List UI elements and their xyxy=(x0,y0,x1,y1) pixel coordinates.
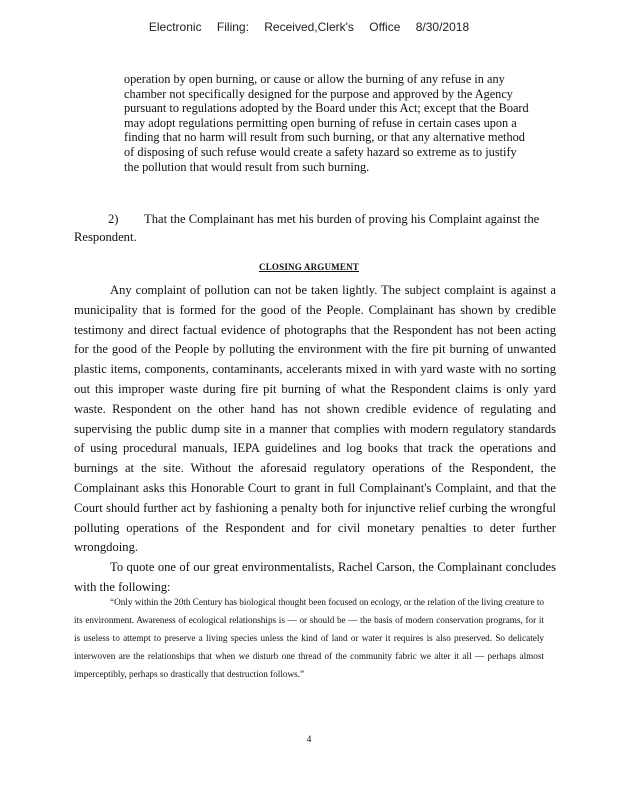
header-office: Office xyxy=(369,20,401,34)
numbered-item-2 xyxy=(74,210,544,246)
quoted-statute-block xyxy=(124,72,534,174)
carson-quote-block xyxy=(74,593,544,683)
closing-argument-paragraph-2: To quote one of our great environmentalists, Rachel Carson, the Complainant concludes with the following: xyxy=(74,560,556,594)
header-date: 8/30/2018 xyxy=(415,20,470,34)
carson-quote-text: “Only within the 20th Century has biological thought been focused on ecology, or the relation of the living creature to its environment. Awareness of ecological relationships is — or should be — the basis of modern conservation programs, for it is useless to attempt to preserve a living species unless the kind of land or water it requires is also preserved. So delicately interwoven are the relationships that when we disturb one thread of the community fabric we alter it all — perhaps almost imperceptibly, perhaps so drastically that destruction follows.” xyxy=(74,597,544,679)
quoted-statute-text: operation by open burning, or cause or allow the burning of any refuse in any chamber not specifically designed for the purpose and approved by the Agency pursuant to regulations adopted by the Board under this Act; except that the Board may adopt regulations permitting open burning of refuse in certain cases upon a finding that no harm will result from such burning, or that any alternative method of disposing of such refuse would create a safety hazard so extreme as to justify the pollution that would result from such burning. xyxy=(124,72,529,174)
numbered-item-paragraph xyxy=(74,210,544,246)
section-heading: CLOSING ARGUMENT xyxy=(259,262,359,272)
header-electronic: Electronic xyxy=(148,20,202,34)
page-number: 4 xyxy=(306,735,312,745)
item-number: 2) xyxy=(108,212,119,226)
closing-argument-body xyxy=(74,281,556,598)
header-received: Received,Clerk's xyxy=(264,20,354,34)
item-text: That the Complainant has met his burden of proving his Complaint against the Respondent. xyxy=(74,212,540,244)
filing-stamp-header xyxy=(0,20,618,34)
header-filing: Filing: xyxy=(216,20,249,34)
closing-argument-paragraph-1: Any complaint of pollution can not be taken lightly. The subject complaint is against a municipality that is formed for the good of the People. Complainant has shown by credible testimony and direct factual evidence of photographs that the Respondent has not been acting for the good of the People by polluting the environment with the fire pit burning of unwanted plastic items, components, contaminants, accelerants mixed in with yard waste with no sorting out this improper waste during fire pit burning of what the Respondent claims is only yard waste. Respondent on the other hand has not shown credible evidence of regulating and supervising the public dump site in a manner that complies with modern regulatory standards of using procedural manuals, IEPA guidelines and log books that track the operations and burnings at the site. Without the aforesaid regulatory operations of the Respondent, the Complainant asks this Honorable Court to grant in full Complainant's Complaint, and that the Court should further act by fashioning a penalty both for injunctive relief curbing the wrongful polluting operations of the Respondent and for civil monetary penalties to deter further wrongdoing. xyxy=(74,283,556,555)
